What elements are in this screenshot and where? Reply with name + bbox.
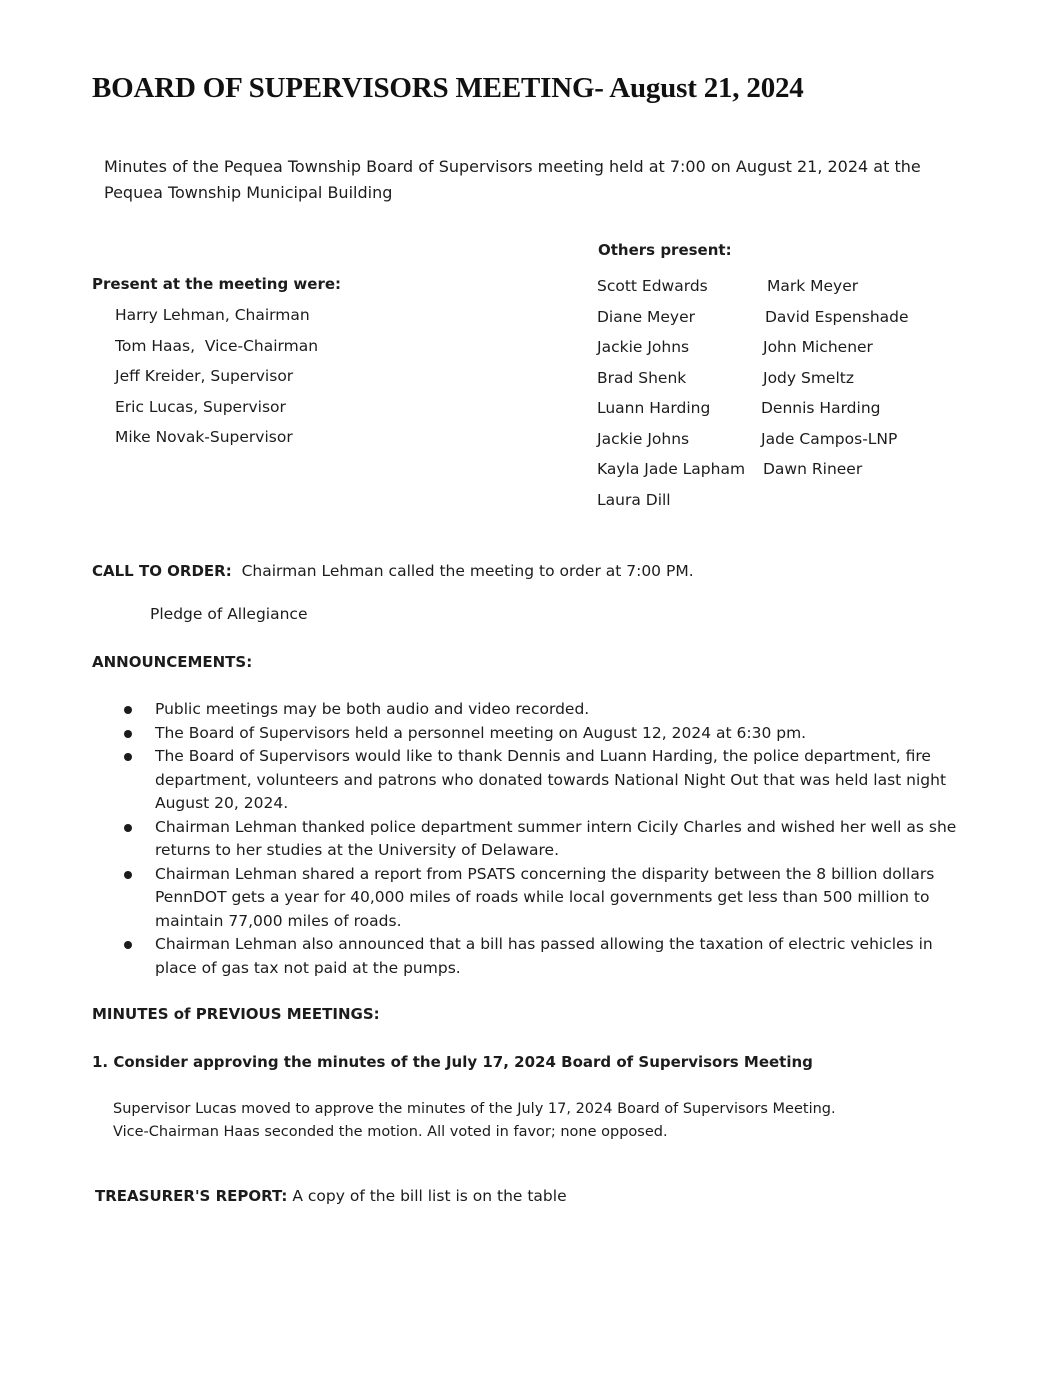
others-name: Dawn Rineer: [763, 460, 863, 478]
treasurer-text: A copy of the bill list is on the table: [292, 1187, 567, 1205]
others-list: [597, 275, 923, 519]
announcement-text: The Board of Supervisors would like to thank Dennis and Luann Harding, the police department, fire department, volunteers and patrons who donated towards National Night Out that was held last night August 20, 2024.: [155, 747, 947, 812]
announcements-list: [120, 698, 960, 980]
minutes-item-heading: 1. Consider approving the minutes of the July 17, 2024 Board of Supervisors Meeting: [92, 1053, 813, 1071]
announcement-text: Chairman Lehman also announced that a bill has passed allowing the taxation of electric vehicles in place of gas tax not paid at the pumps.: [155, 935, 933, 977]
others-name: Luann Harding: [597, 399, 711, 417]
others-name: Laura Dill: [597, 490, 671, 509]
list-item: [120, 698, 960, 722]
bullet-icon: [124, 730, 132, 738]
minutes-motion: Supervisor Lucas moved to approve the minutes of the July 17, 2024 Board of Supervisors Meeting. Vice-Chairman Haas seconded the motion. All voted in favor; none opposed.: [113, 1101, 836, 1140]
bullet-icon: [124, 824, 132, 832]
call-to-order-label: CALL TO ORDER:: [92, 562, 232, 580]
others-heading: Others present:: [598, 241, 732, 259]
others-name: Brad Shenk: [597, 368, 687, 387]
announcements-heading: ANNOUNCEMENTS:: [92, 653, 253, 671]
list-item: [120, 816, 960, 863]
call-to-order: [92, 562, 694, 580]
others-name: Diane Meyer: [597, 307, 696, 326]
minutes-heading: MINUTES of PREVIOUS MEETINGS:: [92, 1005, 380, 1023]
present-member: Jeff Kreider, Supervisor: [115, 367, 294, 385]
others-name: Scott Edwards: [597, 277, 708, 295]
present-member: Eric Lucas, Supervisor: [115, 397, 286, 416]
others-name: David Espenshade: [765, 307, 909, 326]
others-name: Jade Campos-LNP: [761, 429, 898, 448]
treasurer-label: TREASURER'S REPORT:: [95, 1187, 288, 1205]
page-title: BOARD OF SUPERVISORS MEETING- August 21, 2024: [92, 72, 804, 104]
present-member: Mike Novak-Supervisor: [115, 428, 293, 446]
announcement-text: Chairman Lehman shared a report from PSATS concerning the disparity between the 8 billion dollars PennDOT gets a year for 40,000 miles of roads while local governments get less than 500 million to maintain 77,000 miles of roads.: [155, 864, 935, 930]
others-name: John Michener: [763, 338, 873, 356]
list-item: [120, 933, 960, 980]
list-item: [120, 722, 960, 746]
list-item: [120, 745, 960, 816]
pledge-line: Pledge of Allegiance: [150, 605, 308, 623]
announcement-text: Public meetings may be both audio and video recorded.: [155, 700, 590, 718]
others-name: Kayla Jade Lapham: [597, 460, 746, 478]
list-item: [120, 863, 960, 934]
announcement-text: The Board of Supervisors held a personnel meeting on August 12, 2024 at 6:30 pm.: [155, 723, 807, 742]
present-list: [115, 304, 318, 457]
bullet-icon: [124, 706, 132, 714]
treasurer-report: [95, 1187, 567, 1205]
announcement-text: Chairman Lehman thanked police department summer intern Cicily Charles and wished her well as she returns to her studies at the University of Delaware.: [155, 817, 957, 859]
others-name: Mark Meyer: [767, 277, 859, 295]
present-member: Tom Haas, Vice-Chairman: [115, 336, 319, 355]
others-name: Jody Smeltz: [763, 368, 854, 387]
present-member: Harry Lehman, Chairman: [115, 306, 310, 324]
present-heading: Present at the meeting were:: [92, 275, 342, 293]
bullet-icon: [124, 941, 132, 949]
call-to-order-text: Chairman Lehman called the meeting to order at 7:00 PM.: [241, 562, 694, 580]
intro-paragraph: Minutes of the Pequea Township Board of Supervisors meeting held at 7:00 on August 21, 2024 at the Pequea Township Municipal Building: [104, 157, 921, 202]
others-name: Dennis Harding: [761, 399, 881, 417]
others-name: Jackie Johns: [597, 429, 690, 448]
bullet-icon: [124, 753, 132, 761]
bullet-icon: [124, 871, 132, 879]
others-name: Jackie Johns: [597, 338, 690, 356]
